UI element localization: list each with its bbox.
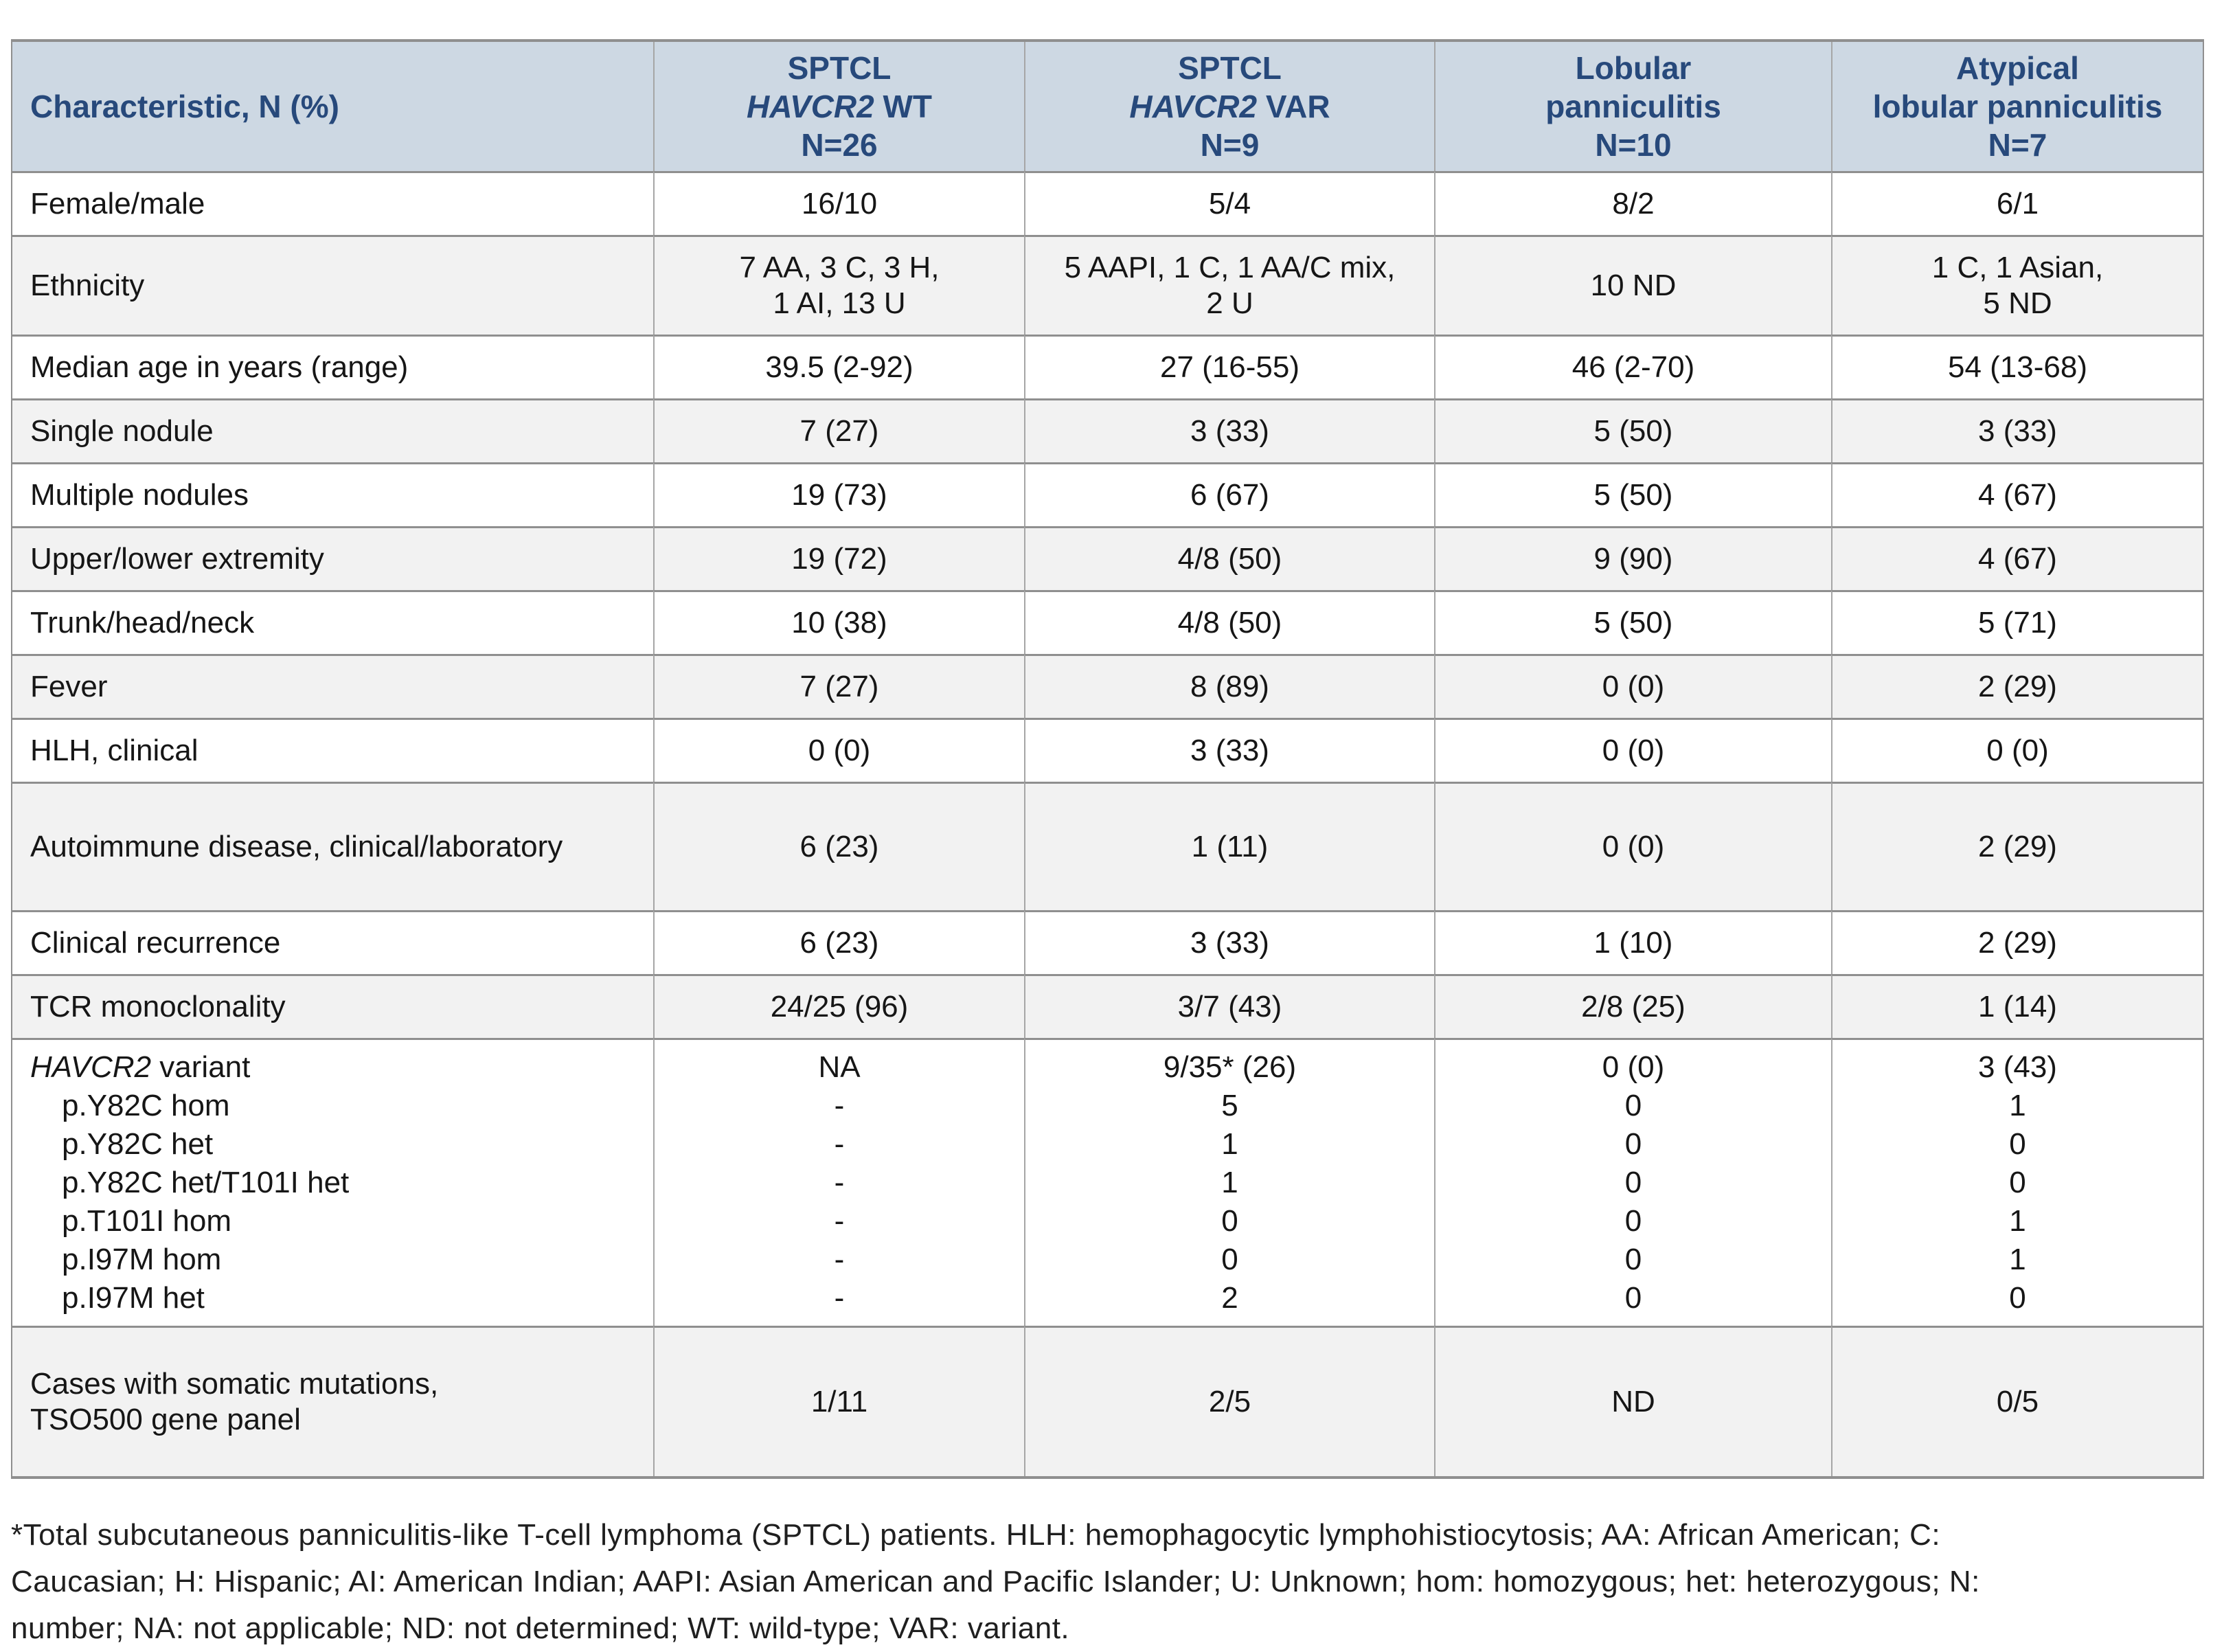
column-header-1 [653,42,1024,171]
row-label [12,335,653,398]
cell-line: ND [1611,1385,1655,1418]
cell-line: 4 (67) [1978,478,2057,512]
cell-value [653,654,1024,718]
cell-line: 0 [1624,1281,1642,1315]
row-label-line: Fever [30,670,108,703]
cell-line: - [834,1089,845,1122]
header-line: lobular panniculitis [1872,89,2163,124]
row-label-line: HAVCR2 variant [30,1050,251,1084]
table-row [12,1038,2203,1326]
cell-line: - [834,1204,845,1238]
cell-value [1831,718,2203,782]
row-label-line: p.Y82C het [62,1127,214,1161]
cell-line: 0 (0) [1986,734,2049,767]
cell-line: 8/2 [1612,187,1655,220]
table-row [12,910,2203,974]
column-header-4 [1831,42,2203,171]
header-line: HAVCR2 VAR [1129,89,1330,124]
header-line: N=9 [1200,127,1260,163]
cell-line: 2 [1221,1281,1238,1315]
cell-line: 5 AAPI, 1 C, 1 AA/C mix, [1064,251,1396,284]
cell-line: 5 [1221,1089,1238,1122]
cell-value [1434,782,1831,910]
cell-value [1024,974,1434,1038]
table-row [12,654,2203,718]
cell-value [1434,718,1831,782]
cell-line: 5 (50) [1593,606,1673,640]
table-row [12,782,2203,910]
cell-line: 0 [1624,1243,1642,1276]
cell-value [1831,235,2203,335]
row-label [12,398,653,462]
row-label-line: p.Y82C hom [62,1089,230,1122]
cell-value [1024,1038,1434,1326]
table-row [12,235,2203,335]
cell-line: 1 [1221,1166,1238,1199]
cell-line: 1 (10) [1593,926,1673,960]
cell-value [1831,910,2203,974]
cell-line: 5 ND [1983,286,2052,320]
cell-line: NA [818,1050,861,1084]
cell-value [1831,654,2203,718]
cell-line: 3 (43) [1978,1050,2057,1084]
header-line: SPTCL [1178,50,1282,86]
cell-line: 8 (89) [1190,670,1269,703]
cell-value [1831,462,2203,526]
row-label-line: Ethnicity [30,269,145,302]
row-label-line: p.I97M het [62,1281,205,1315]
cell-value [653,1326,1024,1476]
cell-line: 5 (50) [1593,414,1673,448]
cell-line: 0 [1624,1127,1642,1161]
cell-line: 10 ND [1590,269,1677,302]
cell-value [1434,1038,1831,1326]
cell-line: 24/25 (96) [770,990,909,1023]
footnote [11,1512,2202,1652]
cell-line: 16/10 [801,187,878,220]
cell-line: 4 (67) [1978,542,2057,576]
cell-line: 2/5 [1208,1385,1251,1418]
gene-name-italic: HAVCR2 [30,1050,152,1084]
cell-line: 0 [1624,1204,1642,1238]
row-label [12,1038,653,1326]
cell-value [1434,910,1831,974]
header-line: SPTCL [787,50,892,86]
header-line: Lobular [1575,50,1692,86]
cell-value [653,974,1024,1038]
cell-value [1831,335,2203,398]
cell-line: 1 [1221,1127,1238,1161]
column-header-3 [1434,42,1831,171]
row-label-line: TCR monoclonality [30,990,286,1023]
cell-line: 0 [1221,1204,1238,1238]
row-label-line: Clinical recurrence [30,926,281,960]
cell-line: 0 (0) [808,734,871,767]
row-label-line: Cases with somatic mutations, [30,1367,439,1401]
cell-line: 3 (33) [1190,926,1269,960]
cell-line: 39.5 (2-92) [765,350,913,384]
cell-line: 9/35* (26) [1163,1050,1297,1084]
cell-line: 0 [1624,1089,1642,1122]
cell-value [653,718,1024,782]
table-row [12,526,2203,590]
gene-name-italic: HAVCR2 [1129,89,1258,124]
cell-value [1024,654,1434,718]
cell-value [1831,1038,2203,1326]
column-header-0 [12,42,653,171]
row-label [12,782,653,910]
cell-value [1434,335,1831,398]
cell-line: - [834,1243,845,1276]
row-label-line: HLH, clinical [30,734,198,767]
cell-value [1434,526,1831,590]
cell-line: 0 [1624,1166,1642,1199]
cell-value [1024,718,1434,782]
cell-line: 2 (29) [1978,670,2057,703]
row-label-line: Trunk/head/neck [30,606,255,640]
row-label [12,171,653,235]
cell-line: 6 (23) [799,926,879,960]
cell-value [653,526,1024,590]
row-label-line: Female/male [30,187,205,220]
header-row [12,42,2203,171]
footnote-line: number; NA: not applicable; ND: not determined; WT: wild-type; VAR: variant. [11,1611,1070,1645]
cell-line: 46 (2-70) [1571,350,1695,384]
cell-line: 19 (73) [791,478,887,512]
row-label-line: p.I97M hom [62,1243,222,1276]
row-label-line: Single nodule [30,414,214,448]
cell-line: 2 U [1206,286,1253,320]
cell-value [1024,590,1434,654]
cell-line: 0 (0) [1602,1050,1665,1084]
cell-line: 4/8 (50) [1177,606,1282,640]
cell-value [1434,974,1831,1038]
cell-line: 5 (71) [1978,606,2057,640]
row-label-line: Multiple nodules [30,478,249,512]
row-label [12,235,653,335]
cell-line: 1 C, 1 Asian, [1931,251,2104,284]
cell-value [653,1038,1024,1326]
cell-line: - [834,1281,845,1315]
cell-line: 54 (13-68) [1947,350,2087,384]
cell-line: 6/1 [1996,187,2039,220]
table-row [12,171,2203,235]
cell-line: 1 (11) [1191,830,1269,863]
cell-line: 0 [2009,1166,2026,1199]
cell-value [1434,171,1831,235]
header-line: N=7 [1988,127,2047,163]
row-label-line: Median age in years (range) [30,350,409,384]
cell-line: 5 (50) [1593,478,1673,512]
cell-value [1024,462,1434,526]
row-label [12,654,653,718]
header-line: Characteristic, N (%) [30,89,339,124]
cell-value [1024,398,1434,462]
cell-value [1831,1326,2203,1476]
cell-line: 3 (33) [1190,414,1269,448]
cell-line: 1 [2009,1243,2026,1276]
row-label-line: p.T101I hom [62,1204,232,1238]
row-label [12,718,653,782]
cell-value [1434,654,1831,718]
footnote-line: *Total subcutaneous panniculitis-like T-cell lymphoma (SPTCL) patients. HLH: hemophagocytic lymphohistiocytosis; AA: African American; C: [11,1518,1941,1552]
cell-line: 3 (33) [1190,734,1269,767]
table-row [12,590,2203,654]
cell-value [1024,171,1434,235]
cell-line: 1 [2009,1089,2026,1122]
row-label-line: Upper/lower extremity [30,542,324,576]
header-line: N=10 [1595,127,1672,163]
cell-value [653,171,1024,235]
row-label [12,590,653,654]
cell-line: 3 (33) [1978,414,2057,448]
cell-line: 2/8 (25) [1581,990,1686,1023]
cell-line: 1 [2009,1204,2026,1238]
header-line: panniculitis [1545,89,1721,124]
cell-value [1831,590,2203,654]
column-header-2 [1024,42,1434,171]
cell-line: 1/11 [810,1385,868,1418]
cell-value [1024,526,1434,590]
cell-value [653,910,1024,974]
table-row [12,335,2203,398]
gene-name-italic: HAVCR2 [746,89,874,124]
row-label [12,974,653,1038]
cell-line: 3/7 (43) [1177,990,1282,1023]
cell-line: 0 [1221,1243,1238,1276]
cell-line: 10 (38) [791,606,887,640]
table-row [12,1326,2203,1476]
cell-line: 0 [2009,1127,2026,1161]
cell-value [1831,526,2203,590]
cell-value [653,462,1024,526]
cell-line: - [834,1127,845,1161]
cell-line: 7 (27) [799,670,879,703]
table-row [12,974,2203,1038]
row-label-line: Autoimmune disease, clinical/laboratory [30,830,563,863]
footnote-line: Caucasian; H: Hispanic; AI: American Indian; AAPI: Asian American and Pacific Islander; U: Unknown; hom: homozygous; het: heterozygous; N: [11,1565,1980,1598]
cell-line: 7 (27) [799,414,879,448]
cell-value [653,398,1024,462]
cell-line: - [834,1166,845,1199]
cell-line: 0 [2009,1281,2026,1315]
cell-value [1831,398,2203,462]
cell-line: 1 (14) [1978,990,2057,1023]
characteristics-table [11,39,2204,1479]
cell-value [1434,462,1831,526]
row-label-line: TSO500 gene panel [30,1403,301,1436]
cell-value [1831,171,2203,235]
cell-line: 2 (29) [1978,830,2057,863]
cell-value [1831,974,2203,1038]
cell-line: 27 (16-55) [1159,350,1300,384]
table-row [12,462,2203,526]
cell-value [653,335,1024,398]
cell-value [1831,782,2203,910]
table-row [12,398,2203,462]
header-line: HAVCR2 WT [746,89,933,124]
cell-line: 0 (0) [1602,670,1665,703]
row-label [12,1326,653,1476]
cell-value [1434,590,1831,654]
header-line: Atypical [1956,50,2079,86]
row-label-line: p.Y82C het/T101I het [62,1166,350,1199]
cell-line: 2 (29) [1978,926,2057,960]
cell-line: 6 (23) [799,830,879,863]
header-line: N=26 [801,127,878,163]
cell-line: 5/4 [1208,187,1251,220]
cell-value [1024,910,1434,974]
cell-line: 4/8 (50) [1177,542,1282,576]
row-label [12,910,653,974]
cell-value [653,590,1024,654]
cell-value [653,235,1024,335]
cell-line: 6 (67) [1190,478,1269,512]
cell-value [653,782,1024,910]
row-label [12,462,653,526]
cell-line: 0/5 [1996,1385,2039,1418]
cell-value [1024,1326,1434,1476]
cell-value [1434,398,1831,462]
table-row [12,718,2203,782]
cell-line: 7 AA, 3 C, 3 H, [739,251,940,284]
cell-line: 0 (0) [1602,734,1665,767]
cell-value [1024,335,1434,398]
cell-value [1434,1326,1831,1476]
row-label [12,526,653,590]
cell-line: 9 (90) [1593,542,1673,576]
cell-value [1434,235,1831,335]
cell-line: 1 AI, 13 U [773,286,906,320]
cell-line: 19 (72) [791,542,887,576]
cell-value [1024,782,1434,910]
cell-line: 0 (0) [1602,830,1665,863]
cell-value [1024,235,1434,335]
